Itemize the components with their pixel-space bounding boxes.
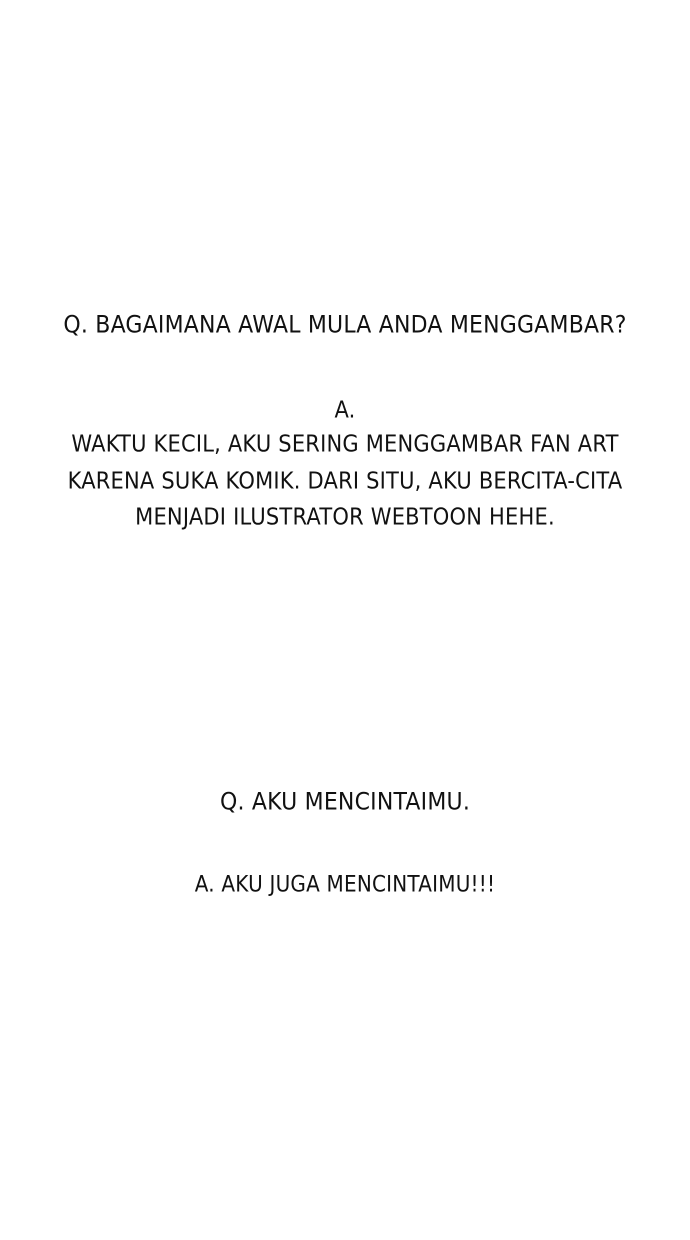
question-2: Q. AKU MENCINTAIMU.: [219, 788, 471, 817]
answer-1-line-2: KARENA SUKA KOMIK. DARI SITU, AKU BERCITA-CITA: [67, 467, 623, 495]
answer-1-line-1: WAKTU KECIL, AKU SERING MENGGAMBAR FAN ART: [71, 430, 619, 458]
question-1: Q. BAGAIMANA AWAL MULA ANDA MENGGAMBAR?: [63, 311, 627, 340]
answer-1-label: A.: [334, 396, 356, 424]
answer-1-line-3: MENJADI ILUSTRATOR WEBTOON HEHE.: [135, 503, 555, 531]
answer-2: A. AKU JUGA MENCINTAIMU!!!: [194, 870, 496, 898]
